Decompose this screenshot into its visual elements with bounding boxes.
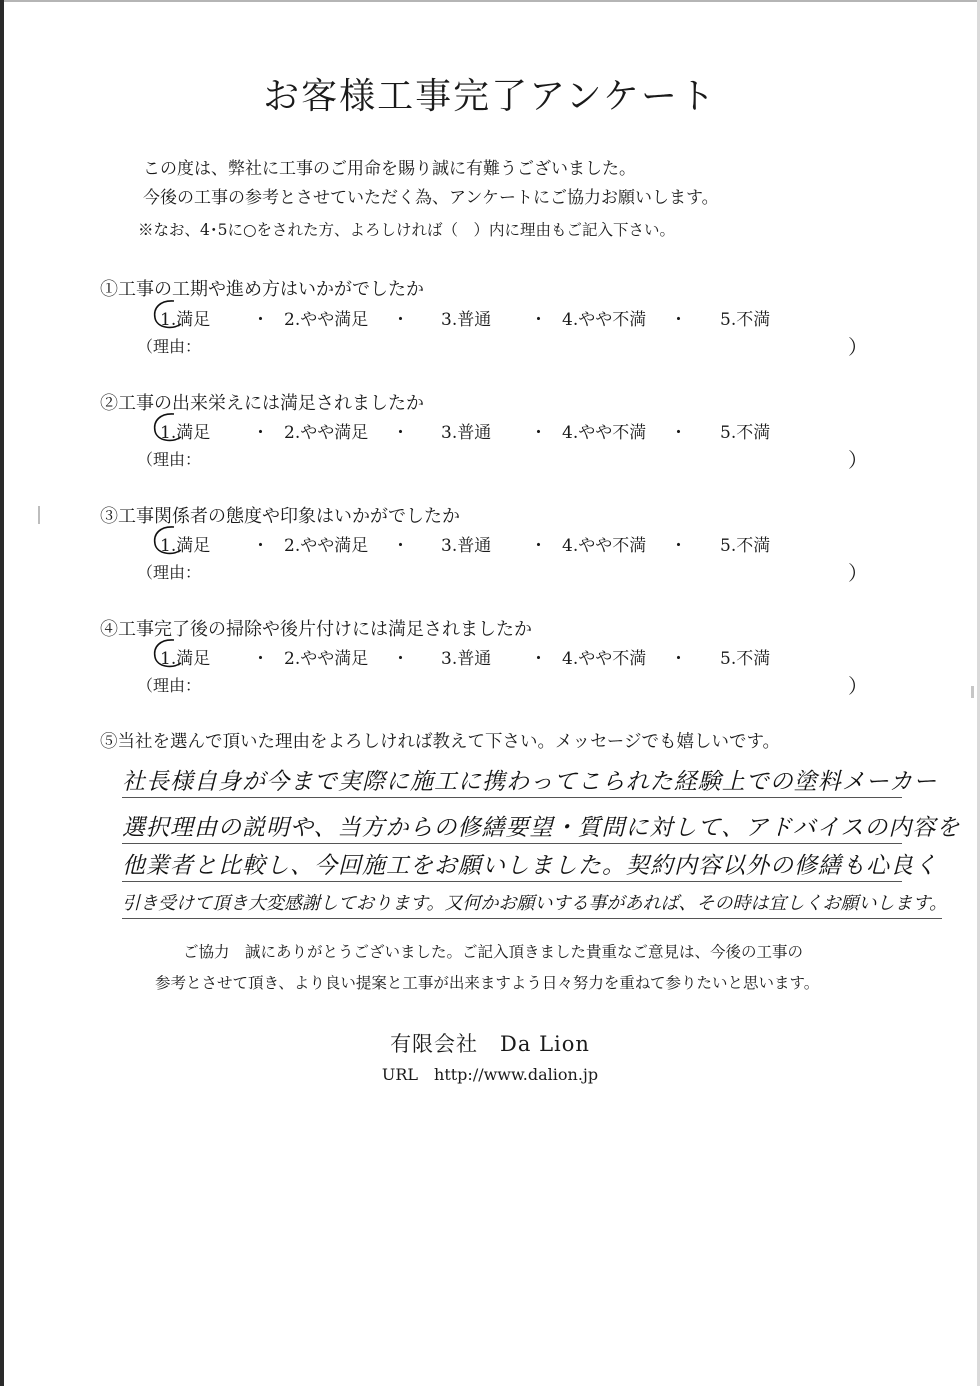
q2-option-4[interactable]: 4.やや不満 [562, 423, 647, 443]
q4-option-5[interactable]: 5.不満 [720, 649, 771, 669]
scan-mark [38, 506, 40, 524]
intro-line-2: 今後の工事の参考とさせていただく為、アンケートにご協力お願いします。 [143, 188, 719, 208]
page-title: お客様工事完了アンケート [263, 76, 717, 117]
scan-edge-left [0, 0, 4, 1386]
handwritten-line-1: 社長様自身が今まで実際に施工に携わってこられた経験上での塗料メーカー [122, 769, 938, 795]
intro-line-1: この度は、弊社に工事のご用命を賜り誠に有難うございました。 [143, 159, 636, 179]
q3-reason-label: （理由： [137, 563, 202, 582]
separator: ・ [252, 423, 269, 443]
q3-option-4[interactable]: 4.やや不満 [562, 536, 647, 556]
q2-option-1[interactable]: 1.満足 [160, 423, 211, 443]
question-2: ②工事の出来栄えには満足されましたか [100, 393, 424, 414]
answer-underline [122, 843, 902, 844]
separator: ・ [670, 649, 687, 669]
separator: ・ [252, 536, 269, 556]
separator: ・ [670, 310, 687, 330]
separator: ・ [670, 423, 687, 443]
q1-option-1[interactable]: 1.満足 [160, 310, 211, 330]
q3-option-3[interactable]: 3.普通 [441, 536, 492, 556]
question-1: ①工事の工期や進め方はいかがでしたか [100, 279, 424, 300]
q3-option-5[interactable]: 5.不満 [720, 536, 771, 556]
separator: ・ [252, 649, 269, 669]
company-name: 有限会社 Da Lion [390, 1032, 590, 1056]
answer-underline [122, 881, 902, 882]
separator: ・ [530, 536, 547, 556]
q2-option-5[interactable]: 5.不満 [720, 423, 771, 443]
separator: ・ [530, 649, 547, 669]
q4-option-4[interactable]: 4.やや不満 [562, 649, 647, 669]
q4-option-1[interactable]: 1.満足 [160, 649, 211, 669]
q2-reason-label: （理由： [137, 450, 202, 469]
q1-option-5[interactable]: 5.不満 [720, 310, 771, 330]
q3-option-1[interactable]: 1.満足 [160, 536, 211, 556]
question-3: ③工事関係者の態度や印象はいかがでしたか [100, 506, 460, 527]
q2-option-3[interactable]: 3.普通 [441, 423, 492, 443]
q1-reason-label: （理由： [137, 337, 202, 356]
handwritten-line-4: 引き受けて頂き大変感謝しております。又何かお願いする事があれば、その時は宜しくお願いします。 [122, 893, 948, 914]
answer-underline [122, 918, 942, 919]
question-4: ④工事完了後の掃除や後片付けには満足されましたか [100, 619, 532, 640]
q3-reason-close: ） [848, 561, 868, 585]
separator: ・ [392, 536, 409, 556]
handwritten-line-2: 選択理由の説明や、当方からの修繕要望・質問に対して、アドバイスの内容を [122, 815, 961, 841]
q4-reason-close: ） [848, 674, 868, 698]
scan-speck [971, 686, 974, 698]
q1-option-2[interactable]: 2.やや満足 [284, 310, 369, 330]
handwritten-line-3: 他業者と比較し、今回施工をお願いしました。契約内容以外の修繕も心良く [122, 853, 938, 879]
scan-edge-top [0, 0, 980, 2]
separator: ・ [392, 649, 409, 669]
q2-reason-close: ） [848, 448, 868, 472]
separator: ・ [530, 423, 547, 443]
closing-line-1: ご協力 誠にありがとうございました。ご記入頂きました貴重なご意見は、今後の工事の [183, 943, 804, 961]
q4-reason-label: （理由： [137, 676, 202, 695]
q1-reason-close: ） [848, 335, 868, 359]
answer-underline [122, 797, 902, 798]
separator: ・ [392, 310, 409, 330]
company-url[interactable]: URL http://www.dalion.jp [381, 1065, 599, 1084]
note: ※なお、4･5に○をされた方、よろしければ（ ）内に理由もご記入下さい。 [138, 221, 676, 239]
separator: ・ [392, 423, 409, 443]
q3-option-2[interactable]: 2.やや満足 [284, 536, 369, 556]
question-5: ⑤当社を選んで頂いた理由をよろしければ教えて下さい。メッセージでも嬉しいです。 [100, 732, 781, 752]
q4-option-2[interactable]: 2.やや満足 [284, 649, 369, 669]
q4-option-3[interactable]: 3.普通 [441, 649, 492, 669]
separator: ・ [530, 310, 547, 330]
separator: ・ [670, 536, 687, 556]
closing-line-2: 参考とさせて頂き、より良い提案と工事が出来ますよう日々努力を重ねて参りたいと思います。 [155, 974, 820, 992]
q2-option-2[interactable]: 2.やや満足 [284, 423, 369, 443]
q1-option-3[interactable]: 3.普通 [441, 310, 492, 330]
q1-option-4[interactable]: 4.やや不満 [562, 310, 647, 330]
separator: ・ [252, 310, 269, 330]
